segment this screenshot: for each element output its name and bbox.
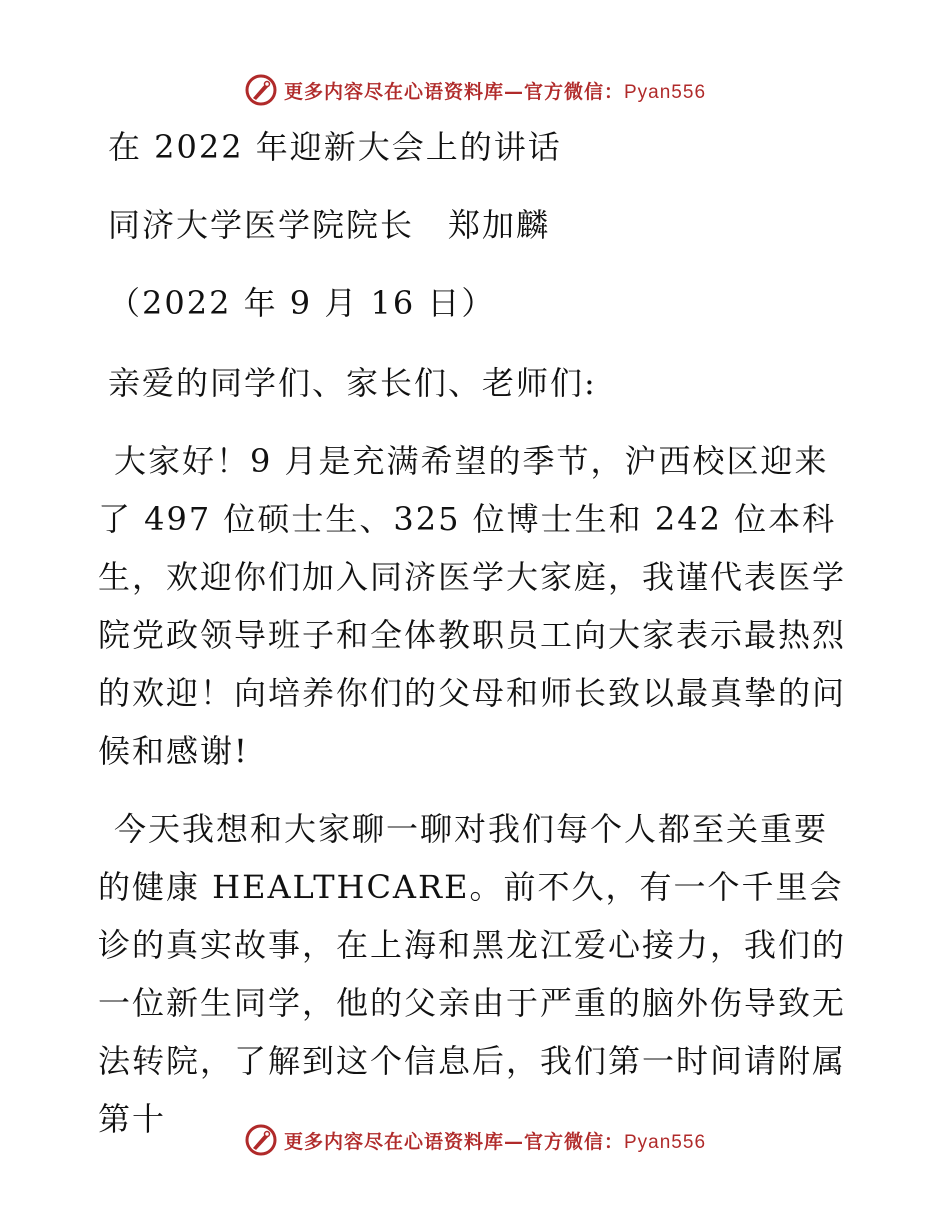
watermark-text [284, 77, 706, 104]
watermark-text [284, 1127, 706, 1154]
watermark-footer [0, 1120, 950, 1160]
document-title: 在 2022 年迎新大会上的讲话 [108, 128, 562, 166]
watermark-text-en: Pyan556 [624, 81, 707, 103]
pen-nib-logo-icon [244, 73, 278, 107]
watermark-text-cn: 更多内容尽在心语资料库—官方微信： [283, 80, 624, 103]
document-author: 同济大学医学院院长 郑加麟 [108, 206, 551, 244]
document-body [98, 118, 858, 1148]
paragraph: 今天我想和大家聊一聊对我们每个人都至关重要的健康 HEALTHCARE。前不久，有一个千里会诊的真实故事，在上海和黑龙江爱心接力，我们的一位新生同学，他的父亲由于严重的脑外伤导致无法转院，了解到这个信息后，我们第一时间请附属第十 [98, 810, 847, 1138]
watermark-text-en: Pyan556 [624, 1131, 707, 1153]
document-greeting: 亲爱的同学们、家长们、老师们: [108, 364, 597, 402]
document-date: （2022 年 9 月 16 日） [108, 284, 496, 322]
paragraph: 大家好！9 月是充满希望的季节，沪西校区迎来了 497 位硕士生、325 位博士生和 242 位本科生，欢迎你们加入同济医学大家庭，我谨代表医学院党政领导班子和全体教职员工向大家表示最热烈的欢迎！向培养你们的父母和师长致以最真挚的问候和感谢! [98, 442, 847, 770]
watermark-text-cn: 更多内容尽在心语资料库—官方微信： [283, 1130, 624, 1153]
watermark-header [0, 70, 950, 110]
pen-nib-logo-icon [244, 1123, 278, 1157]
